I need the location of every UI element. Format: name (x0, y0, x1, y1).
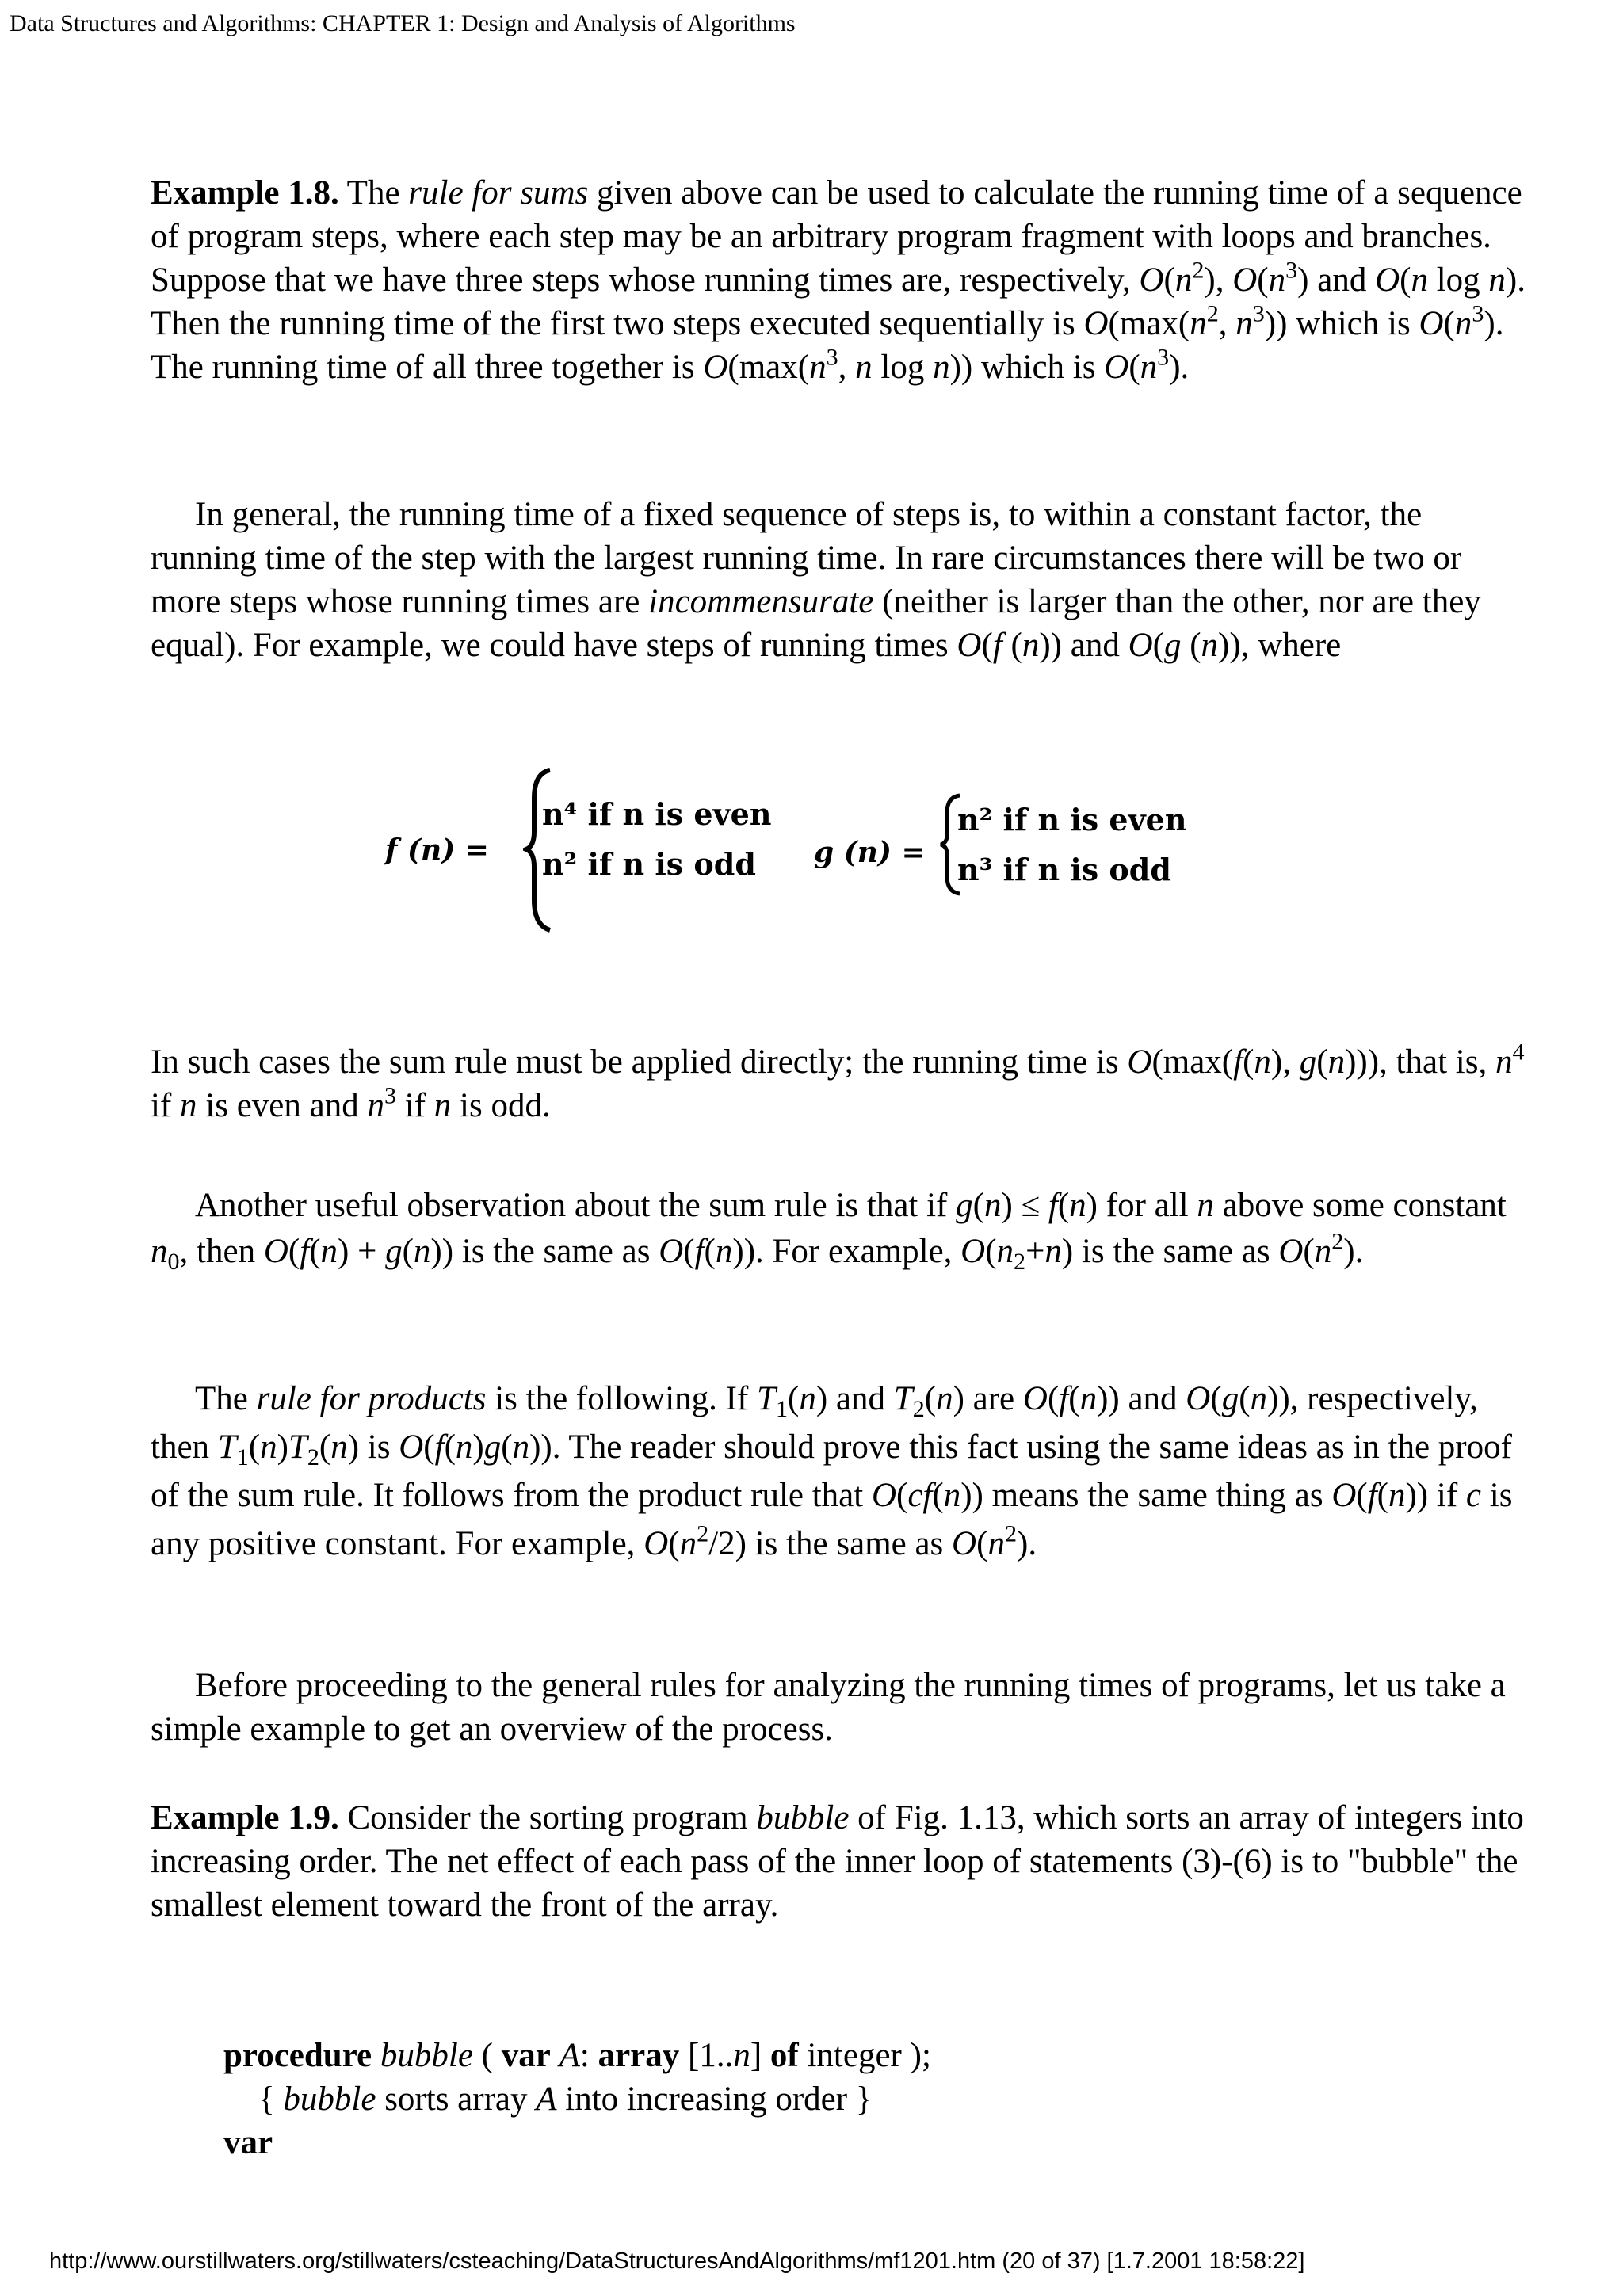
code-line-var: var (223, 2124, 273, 2161)
cases-paragraph: In such cases the sum rule must be applied directly; the running time is O(max(f(n), g(n))), that is, $n^4$ if n is even and $n^3$ if n is odd. (151, 1038, 1525, 1124)
general-paragraph: In general, the running time of a fixed sequence of steps is, to within a constant factor, the running time of the step with the largest running time. In rare circumstances there will be two or more steps whose running times are incommensurate (neither is larger than the other, nor are they equal). For example, we could have steps of running times O(f (n)) and O(g (n)), where (151, 496, 1481, 664)
page-header-title: Data Structures and Algorithms: CHAPTER 1: Design and Analysis of Algorithms (10, 10, 796, 36)
example-label: Example 1.8. (151, 174, 339, 212)
products-paragraph: The rule for products is the following. If $T_1(n)$ and $T_2(n)$ are O(f(n)) and O(g(n)), respectively, then $T_1(n)T_2(n)$ is O(f(n)g(n)). The reader should prove this fact using the same ideas as in the proof of the sum rule. It follows from the product rule that O(cf(n)) means the same thing as O(f(n)) if c is any positive constant. For example, $O(n^2/2)$ is the same as $O(n^2)$. (151, 1380, 1513, 1562)
bubble-procedure-code (223, 2034, 931, 2164)
code-line-procedure: procedure bubble ( var A: array [1..n] of integer ); (223, 2037, 931, 2074)
f-label: f (n) = (385, 833, 489, 867)
g-case-odd: n³ if n is odd (957, 852, 1171, 887)
f-case-odd: n² if n is odd (542, 846, 756, 882)
before-paragraph: Before proceeding to the general rules for analyzing the running times of programs, let us take a simple example to get an overview of the process. (151, 1667, 1506, 1748)
g-case-even: n² if n is even (957, 802, 1187, 837)
g-label: g (n) = (814, 836, 926, 869)
f-case-even: n⁴ if n is even (542, 796, 772, 832)
example-label: Example 1.9. (151, 1799, 339, 1836)
code-line-comment: { bubble sorts array A into increasing order } (258, 2081, 873, 2118)
example-1-8-paragraph: Example 1.8. The rule for sums given above can be used to calculate the running time of a sequence of program steps, where each step may be an arbitrary program fragment with loops and branches. Suppose that we have three steps whose running times are, respectively, $O(n^2)$, $O(n^3)$ and O(n log n). Then the running time of the first two steps executed sequentially is $O(\max(n^2$, $n^3$)) which is $O(n^3)$. The running time of all three together is $O(\max(n^3$, n log n)) which is $O(n^3)$. (151, 174, 1526, 386)
observation-paragraph: Another useful observation about the sum rule is that if g(n) ≤ f(n) for all n above some constant $n_0$, then O(f(n) + g(n)) is the same as O(f(n)). For example, $O(n_2+n)$ is the same as $O(n^2)$. (151, 1187, 1507, 1276)
page-footer-url: http://www.ourstillwaters.org/stillwaters/csteaching/DataStructuresAndAlgorithms/mf1201.htm (20 of 37) [1.7.2001 18:58:22] (49, 2248, 1305, 2274)
example-1-9-paragraph: Example 1.9. Consider the sorting program bubble of Fig. 1.13, which sorts an array of integers into increasing order. The net effect of each pass of the inner loop of statements (3)-(6) is to "bubble" the smallest element toward the front of the array. (151, 1799, 1524, 1924)
